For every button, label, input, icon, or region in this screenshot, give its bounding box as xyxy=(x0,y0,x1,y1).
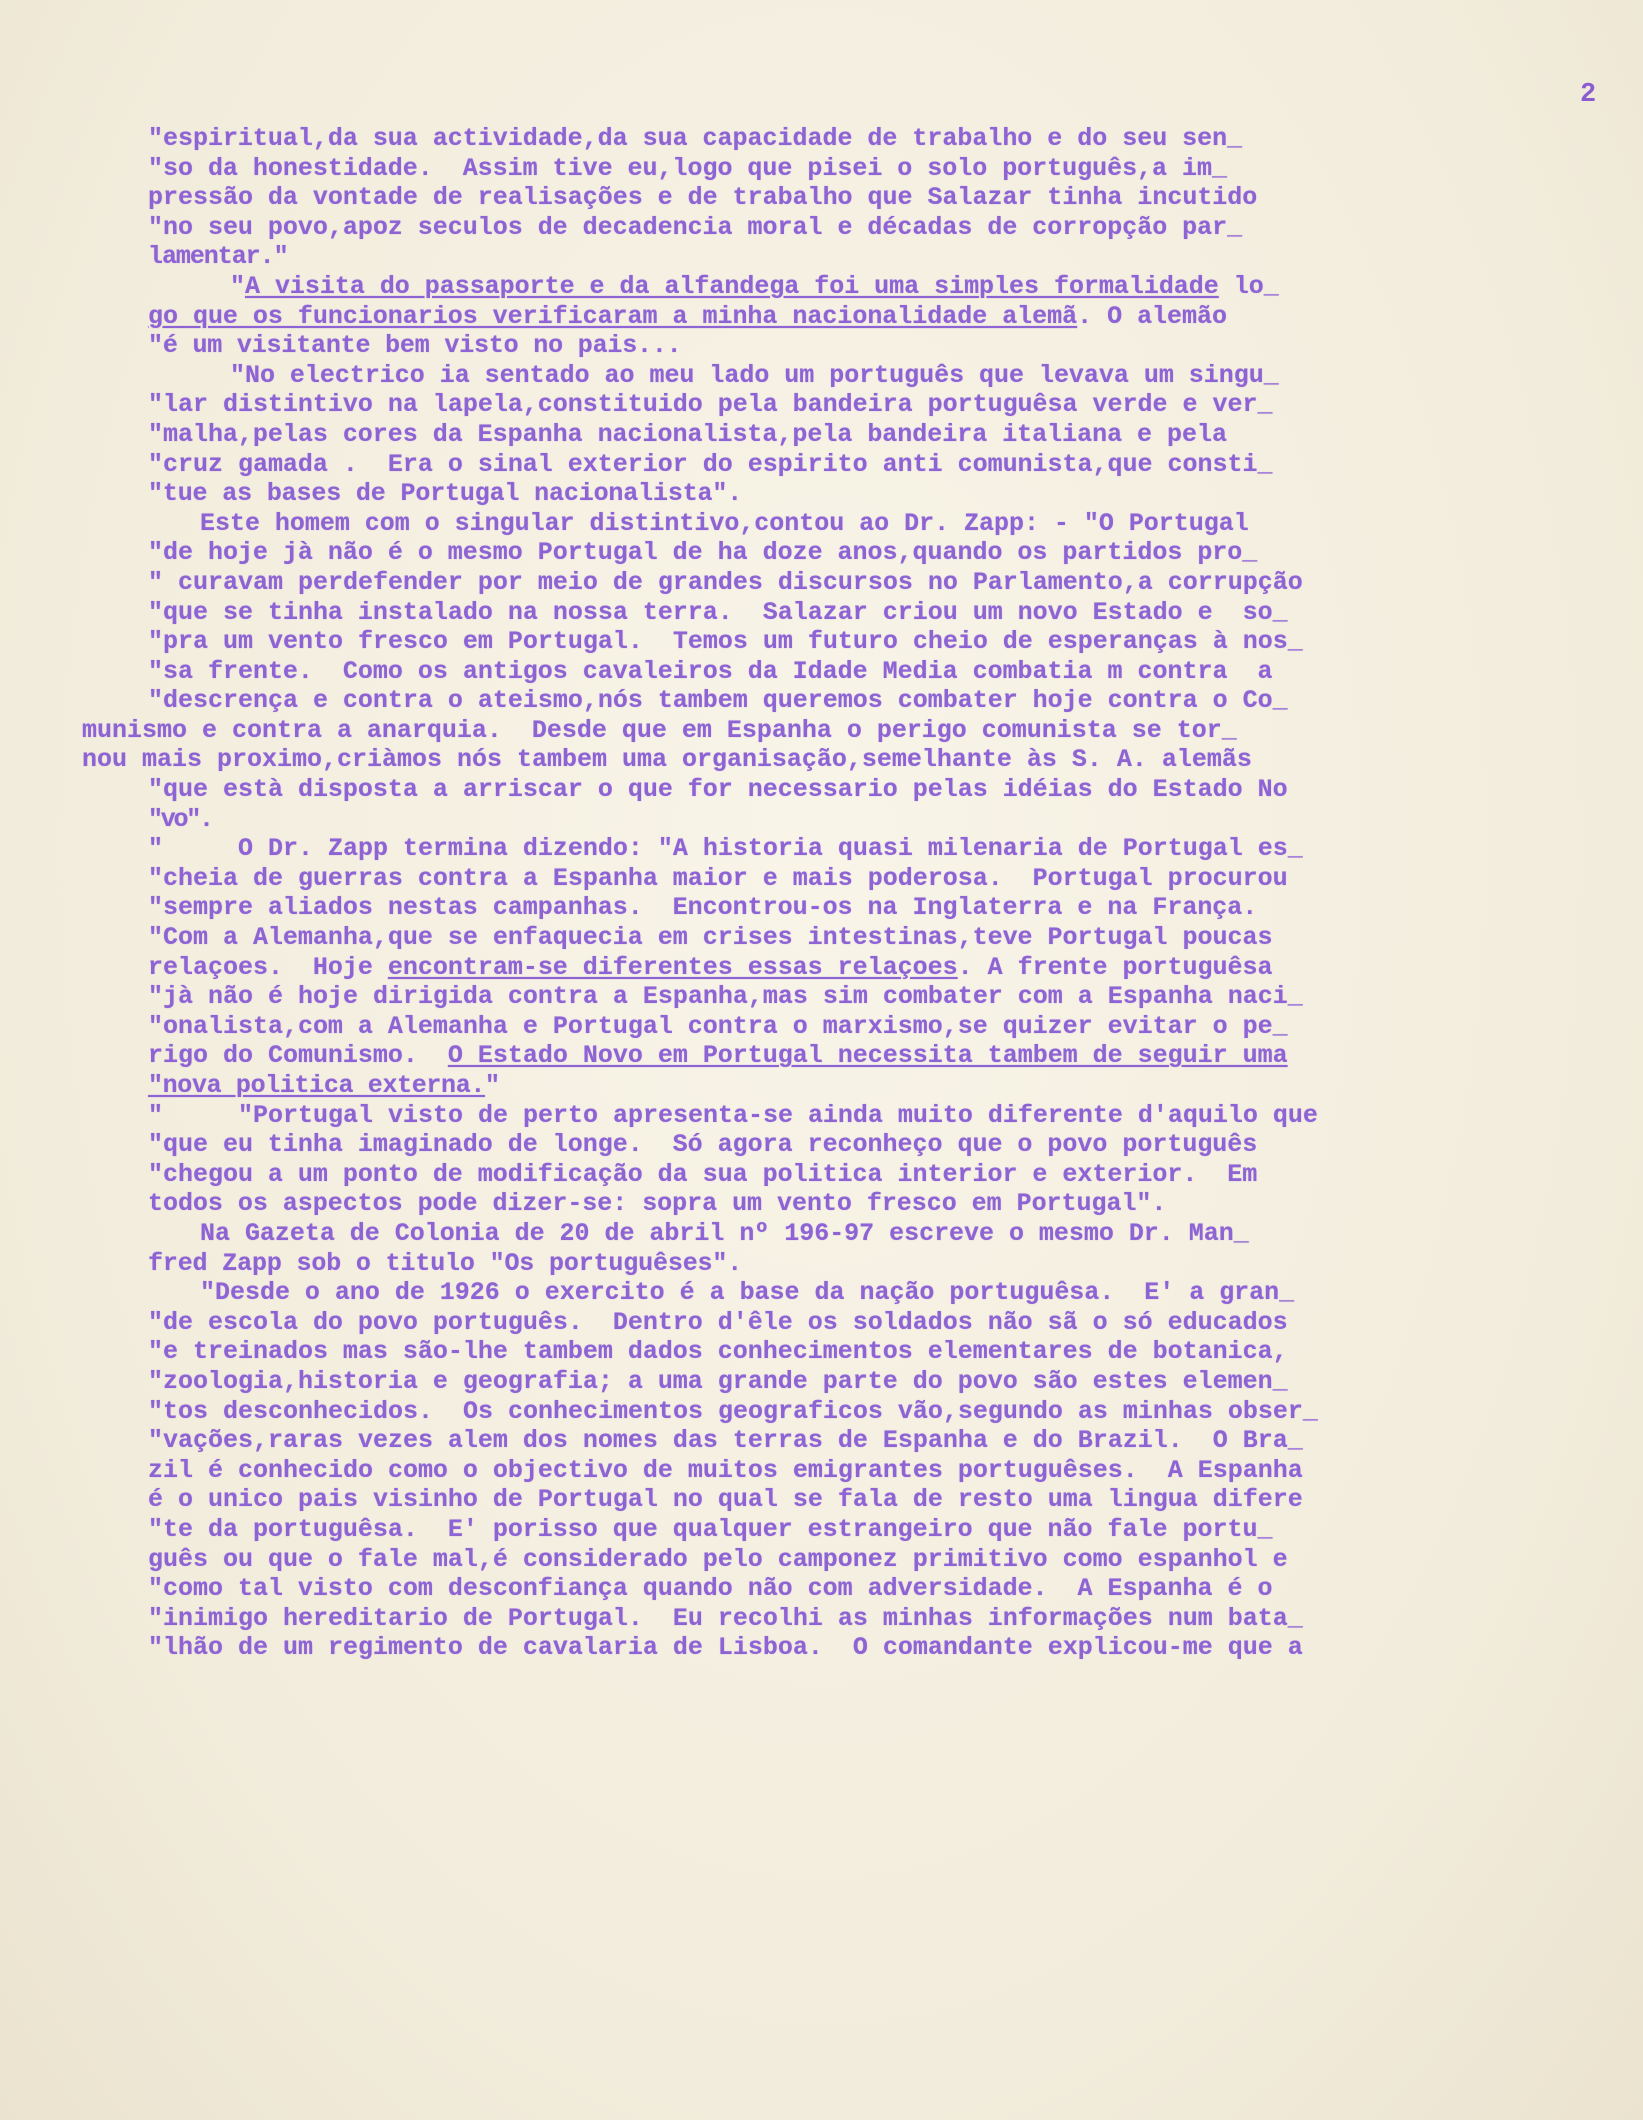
text-line xyxy=(0,568,1643,598)
text-line xyxy=(0,1041,1643,1071)
line-text: "espiritual,da sua actividade,da sua capacidade de trabalho e do seu sen_ xyxy=(148,124,1243,153)
underlined-passage: encontram-se diferentes essas relaçoes xyxy=(387,952,958,982)
text-line xyxy=(0,1426,1643,1456)
line-text: zil é conhecido como o objectivo de muitos emigrantes portuguêses. A Espanha xyxy=(148,1455,1303,1485)
text-line xyxy=(0,1278,1643,1308)
line-text: "zoologia,historia e geografia; a uma grande parte do povo são estes elemen_ xyxy=(148,1366,1288,1396)
line-prefix: rigo do Comunismo. xyxy=(148,1041,448,1071)
line-text: "tos desconhecidos. Os conhecimentos geograficos vão,segundo as minhas obser_ xyxy=(148,1396,1318,1426)
line-text: pressão da vontade de realisações e de trabalho que Salazar tinha incutido xyxy=(148,183,1258,213)
text-line xyxy=(0,1071,1643,1101)
line-text: "te da portuguêsa. E' porisso que qualquer estrangeiro que não fale portu_ xyxy=(148,1514,1273,1544)
line-text: "que està disposta a arriscar o que for necessario pelas idéias do Estado No xyxy=(148,775,1288,805)
text-line xyxy=(0,953,1643,983)
text-line xyxy=(0,1515,1643,1545)
text-line xyxy=(0,1160,1643,1190)
line-text: "sa frente. Como os antigos cavaleiros da Idade Media combatia m contra a xyxy=(148,656,1273,686)
line-text: "jà não é hoje dirigida contra a Espanha,mas sim combater com a Espanha naci_ xyxy=(148,982,1303,1012)
line-text: "chegou a um ponto de modificação da sua politica interior e exterior. Em xyxy=(148,1159,1258,1189)
underlined-passage: go que os funcionarios verificaram a minha nacionalidade alemã xyxy=(148,301,1078,331)
line-text: "como tal visto com desconfiança quando não com adversidade. A Espanha é o xyxy=(148,1574,1273,1604)
text-line xyxy=(0,1308,1643,1338)
text-line xyxy=(0,657,1643,687)
line-text: "onalista,com a Alemanha e Portugal contra o marxismo,se quizer evitar o pe_ xyxy=(148,1011,1288,1041)
line-text: "malha,pelas cores da Espanha nacionalista,pela bandeira italiana e pela xyxy=(148,419,1227,449)
text-line xyxy=(0,213,1643,243)
text-line xyxy=(0,331,1643,361)
document-body xyxy=(0,124,1643,1663)
line-text: é o unico pais visinho de Portugal no qual se fala de resto uma lingua difere xyxy=(148,1485,1303,1515)
underlined-passage: A visita do passaporte e da alfandega foi uma simples formalidade xyxy=(244,271,1219,301)
text-line xyxy=(0,450,1643,480)
text-line xyxy=(0,834,1643,864)
line-text: "sempre aliados nestas campanhas. Encontrou-os na Inglaterra e na França. xyxy=(148,893,1258,923)
text-line xyxy=(0,538,1643,568)
text-line xyxy=(0,1189,1643,1219)
line-text: "lhão de um regimento de cavalaria de Lisboa. O comandante explicou-me que a xyxy=(148,1633,1303,1663)
text-line xyxy=(0,242,1643,272)
line-text: "de hoje jà não é o mesmo Portugal de ha doze anos,quando os partidos pro_ xyxy=(148,538,1258,568)
line-prefix: " xyxy=(230,271,245,301)
line-text: "lar distintivo na lapela,constituido pela bandeira portuguêsa verde e ver_ xyxy=(148,390,1273,420)
text-line xyxy=(0,1545,1643,1575)
line-text: Este homem com o singular distintivo,contou ao Dr. Zapp: - "O Portugal xyxy=(200,508,1249,538)
text-line xyxy=(0,1604,1643,1634)
underlined-passage: O Estado Novo em Portugal necessita tambem de seguir uma xyxy=(447,1041,1288,1071)
line-text: Na Gazeta de Colonia de 20 de abril nº 196-97 escreve o mesmo Dr. Man_ xyxy=(200,1218,1249,1248)
line-text: lo_ xyxy=(1218,271,1279,301)
text-line xyxy=(0,1337,1643,1367)
line-text: "de escola do povo português. Dentro d'êle os soldados não sã o só educados xyxy=(148,1307,1288,1337)
line-text: "No electrico ia sentado ao meu lado um português que levava um singu_ xyxy=(230,360,1279,390)
text-line xyxy=(0,361,1643,391)
line-text: "Desde o ano de 1926 o exercito é a base da nação portuguêsa. E' a gran_ xyxy=(200,1278,1295,1308)
line-text: " "Portugal visto de perto apresenta-se ainda muito diferente d'aquilo que xyxy=(148,1100,1318,1130)
text-line xyxy=(0,982,1643,1012)
line-text: munismo e contra a anarquia. Desde que em Espanha o perigo comunista se tor_ xyxy=(82,715,1237,745)
text-line xyxy=(0,1633,1643,1663)
line-text: " xyxy=(485,1071,500,1100)
text-line xyxy=(0,1219,1643,1249)
line-text: "vações,raras vezes alem dos nomes das terras de Espanha e do Brazil. O Bra_ xyxy=(148,1426,1303,1456)
line-text: "e treinados mas são-lhe tambem dados conhecimentos elementares de botanica, xyxy=(148,1337,1288,1367)
line-text: "descrença e contra o ateismo,nós tambem queremos combater hoje contra o Co_ xyxy=(148,686,1288,716)
line-text: "é um visitante bem visto no pais... xyxy=(148,331,682,361)
text-line xyxy=(0,775,1643,805)
line-text: " O Dr. Zapp termina dizendo: "A historia quasi milenaria de Portugal es_ xyxy=(148,834,1303,864)
text-line xyxy=(0,479,1643,509)
line-text: "so da honestidade. Assim tive eu,logo que pisei o solo português,a im_ xyxy=(148,153,1227,183)
line-text: "que eu tinha imaginado de longe. Só agora reconheço que o povo português xyxy=(148,1130,1258,1160)
text-line xyxy=(0,893,1643,923)
text-line xyxy=(0,183,1643,213)
text-line xyxy=(0,154,1643,184)
line-text: "que se tinha instalado na nossa terra. Salazar criou um novo Estado e so_ xyxy=(148,597,1288,627)
line-prefix: relaçoes. Hoje xyxy=(148,952,388,982)
line-text: . A frente portuguêsa xyxy=(957,952,1273,982)
line-text: guês ou que o fale mal,é considerado pelo camponez primitivo como espanhol e xyxy=(148,1544,1288,1574)
text-line xyxy=(0,1367,1643,1397)
text-line xyxy=(0,1485,1643,1515)
text-line xyxy=(0,745,1643,775)
line-text: " curavam perdefender por meio de grandes discursos no Parlamento,a corrupção xyxy=(148,567,1303,597)
text-line xyxy=(0,1101,1643,1131)
text-line xyxy=(0,716,1643,746)
text-line xyxy=(0,390,1643,420)
text-line xyxy=(0,420,1643,450)
text-line xyxy=(0,864,1643,894)
page-number: 2 xyxy=(1580,80,1597,110)
line-text: lamentar." xyxy=(148,242,288,272)
line-text: nou mais proximo,criàmos nós tambem uma organisação,semelhante às S. A. alemãs xyxy=(82,745,1252,775)
text-line xyxy=(0,509,1643,539)
text-line xyxy=(0,805,1643,835)
text-line xyxy=(0,1574,1643,1604)
line-text: "pra um vento fresco em Portugal. Temos um futuro cheio de esperanças à nos_ xyxy=(148,627,1303,657)
text-line xyxy=(0,1397,1643,1427)
line-text: "cruz gamada . Era o sinal exterior do espirito anti comunista,que consti_ xyxy=(148,449,1273,479)
line-text: "cheia de guerras contra a Espanha maior e mais poderosa. Portugal procurou xyxy=(148,863,1288,893)
line-text: fred Zapp sob o titulo "Os portuguêses". xyxy=(148,1248,743,1278)
text-line xyxy=(0,598,1643,628)
line-text: "Com a Alemanha,que se enfaquecia em crises intestinas,teve Portugal poucas xyxy=(148,923,1273,953)
text-line xyxy=(0,686,1643,716)
text-line xyxy=(0,627,1643,657)
text-line xyxy=(0,923,1643,953)
line-text: todos os aspectos pode dizer-se: sopra um vento fresco em Portugal". xyxy=(148,1189,1167,1219)
text-line xyxy=(0,272,1643,302)
text-line xyxy=(0,1012,1643,1042)
line-text: . O alemão xyxy=(1077,301,1227,331)
line-text: "inimigo hereditario de Portugal. Eu recolhi as minhas informações num bata_ xyxy=(148,1603,1303,1633)
underlined-passage: "nova politica externa. xyxy=(148,1071,486,1100)
text-line xyxy=(0,302,1643,332)
line-text: "no seu povo,apoz seculos de decadencia moral e décadas de corropção par_ xyxy=(148,212,1243,242)
text-line xyxy=(0,1130,1643,1160)
line-text: "vo". xyxy=(148,804,212,834)
line-text: "tue as bases de Portugal nacionalista". xyxy=(148,479,743,509)
text-line xyxy=(0,124,1643,154)
text-line xyxy=(0,1456,1643,1486)
text-line xyxy=(0,1249,1643,1279)
